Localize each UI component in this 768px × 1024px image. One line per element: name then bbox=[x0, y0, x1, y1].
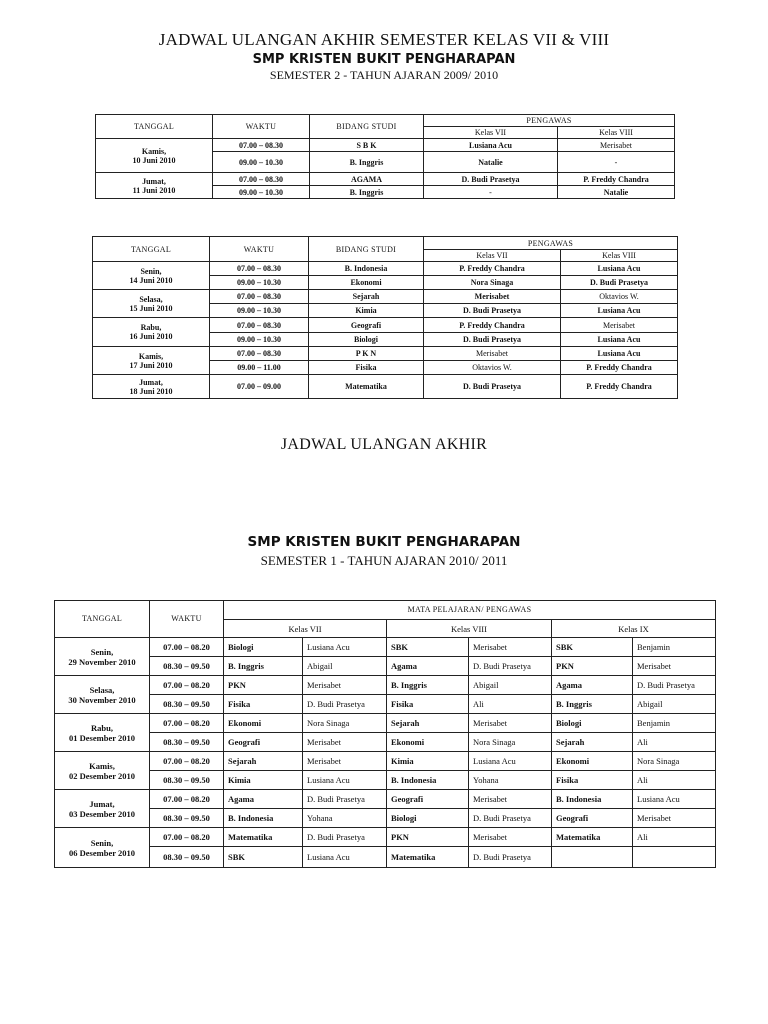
subject-cell: Sejarah bbox=[552, 733, 633, 752]
supervisor-cell: D. Budi Prasetya bbox=[424, 375, 561, 399]
supervisor-cell: Lusiana Acu bbox=[561, 333, 678, 347]
subject-cell: B. Indonesia bbox=[387, 771, 469, 790]
supervisor-cell: Lusiana Acu bbox=[561, 347, 678, 361]
supervisor-cell: - bbox=[558, 152, 675, 173]
supervisor-cell: Abigail bbox=[469, 676, 552, 695]
time-cell: 08.30 – 09.50 bbox=[150, 657, 224, 676]
subject-cell: Biologi bbox=[387, 809, 469, 828]
supervisor-cell: D. Budi Prasetya bbox=[469, 809, 552, 828]
supervisor-cell: Merisabet bbox=[424, 290, 561, 304]
subject-cell: Biologi bbox=[309, 333, 424, 347]
supervisor-cell: Natalie bbox=[558, 186, 675, 199]
supervisor-cell: Yohana bbox=[469, 771, 552, 790]
supervisor-cell: Oktavios W. bbox=[424, 361, 561, 375]
semester-label: SEMESTER 2 - TAHUN AJARAN 2009/ 2010 bbox=[269, 68, 499, 82]
time-cell: 07.00 – 08.20 bbox=[150, 638, 224, 657]
schedule-table-2 bbox=[92, 236, 678, 399]
subject-cell: Matematika bbox=[387, 847, 469, 868]
supervisor-cell: Nora Sinaga bbox=[633, 752, 716, 771]
supervisor-cell: P. Freddy Chandra bbox=[424, 262, 561, 276]
subject-cell: S B K bbox=[310, 139, 424, 152]
date-cell: Selasa, 15 Juni 2010 bbox=[93, 290, 210, 318]
subject-cell: B. Inggris bbox=[310, 152, 424, 173]
time-cell: 07.00 – 08.20 bbox=[150, 676, 224, 695]
header-bidang-studi: BIDANG STUDI bbox=[309, 237, 424, 262]
semester-label: SEMESTER 1 - TAHUN AJARAN 2010/ 2011 bbox=[260, 553, 508, 568]
date-cell: Senin, 06 Desember 2010 bbox=[55, 828, 150, 868]
subject-cell: Geografi bbox=[309, 318, 424, 333]
supervisor-cell: Lusiana Acu bbox=[469, 752, 552, 771]
table-row bbox=[55, 790, 716, 809]
time-cell: 09.00 – 11.00 bbox=[210, 361, 309, 375]
supervisor-cell: Lusiana Acu bbox=[561, 262, 678, 276]
supervisor-cell: Merisabet bbox=[303, 752, 387, 771]
subject-cell: Sejarah bbox=[387, 714, 469, 733]
supervisor-cell: P. Freddy Chandra bbox=[561, 375, 678, 399]
subject-cell: B. Indonesia bbox=[309, 262, 424, 276]
time-cell: 07.00 – 08.20 bbox=[150, 790, 224, 809]
supervisor-cell: Merisabet bbox=[303, 676, 387, 695]
header-waktu: WAKTU bbox=[213, 115, 310, 139]
supervisor-cell: D. Budi Prasetya bbox=[303, 695, 387, 714]
subject-cell: B. Indonesia bbox=[552, 790, 633, 809]
supervisor-cell: Merisabet bbox=[303, 733, 387, 752]
subject-cell: SBK bbox=[224, 847, 303, 868]
table-row bbox=[55, 638, 716, 657]
supervisor-cell: Ali bbox=[633, 733, 716, 752]
supervisor-cell: Nora Sinaga bbox=[303, 714, 387, 733]
supervisor-cell: Lusiana Acu bbox=[303, 638, 387, 657]
subject-cell: Ekonomi bbox=[387, 733, 469, 752]
subject-cell: Agama bbox=[224, 790, 303, 809]
supervisor-cell: Natalie bbox=[424, 152, 558, 173]
subject-cell: Matematika bbox=[552, 828, 633, 847]
supervisor-cell: Yohana bbox=[303, 809, 387, 828]
supervisor-cell: D. Budi Prasetya bbox=[424, 173, 558, 186]
subject-cell: Geografi bbox=[387, 790, 469, 809]
time-cell: 09.00 – 10.30 bbox=[210, 333, 309, 347]
supervisor-cell: D. Budi Prasetya bbox=[469, 847, 552, 868]
date-cell: Kamis, 10 Juni 2010 bbox=[96, 139, 213, 173]
time-cell: 09.00 – 10.30 bbox=[210, 304, 309, 318]
date-cell: Kamis, 17 Juni 2010 bbox=[93, 347, 210, 375]
table-row bbox=[55, 657, 716, 676]
subject-cell: Ekonomi bbox=[309, 276, 424, 290]
header-kelas-viii: Kelas VIII bbox=[558, 127, 675, 139]
supervisor-cell: P. Freddy Chandra bbox=[561, 361, 678, 375]
supervisor-cell: Merisabet bbox=[469, 638, 552, 657]
header-tanggal: TANGGAL bbox=[93, 237, 210, 262]
subject-cell: B. Inggris bbox=[310, 186, 424, 199]
subject-cell: B. Inggris bbox=[552, 695, 633, 714]
supervisor-cell: Merisabet bbox=[633, 809, 716, 828]
subject-cell: Biologi bbox=[224, 638, 303, 657]
subject-cell: Ekonomi bbox=[552, 752, 633, 771]
time-cell: 07.00 – 08.20 bbox=[150, 752, 224, 771]
subject-cell: Matematika bbox=[224, 828, 303, 847]
subject-cell: Kimia bbox=[224, 771, 303, 790]
table-row bbox=[93, 375, 678, 399]
school-name: SMP KRISTEN BUKIT PENGHARAPAN bbox=[247, 534, 521, 550]
subject-cell: Fisika bbox=[224, 695, 303, 714]
date-cell: Kamis, 02 Desember 2010 bbox=[55, 752, 150, 790]
table-row bbox=[55, 752, 716, 771]
time-cell: 07.00 – 08.30 bbox=[210, 347, 309, 361]
date-cell: Senin, 14 Juni 2010 bbox=[93, 262, 210, 290]
school-name: SMP KRISTEN BUKIT PENGHARAPAN bbox=[252, 52, 516, 67]
subject-cell: Fisika bbox=[387, 695, 469, 714]
header-kelas-viii: Kelas VIII bbox=[387, 620, 552, 638]
time-cell: 07.00 – 08.30 bbox=[210, 290, 309, 304]
table-row bbox=[55, 771, 716, 790]
subject-cell: Fisika bbox=[552, 771, 633, 790]
time-cell: 09.00 – 10.30 bbox=[213, 152, 310, 173]
date-cell: Jumat, 18 Juni 2010 bbox=[93, 375, 210, 399]
supervisor-cell bbox=[633, 847, 716, 868]
header-kelas-vii: Kelas VII bbox=[424, 250, 561, 262]
supervisor-cell: Merisabet bbox=[561, 318, 678, 333]
supervisor-cell: - bbox=[424, 186, 558, 199]
header-kelas-viii: Kelas VIII bbox=[561, 250, 678, 262]
supervisor-cell: Lusiana Acu bbox=[303, 771, 387, 790]
time-cell: 08.30 – 09.50 bbox=[150, 809, 224, 828]
subject-cell: B. Indonesia bbox=[224, 809, 303, 828]
supervisor-cell: Oktavios W. bbox=[561, 290, 678, 304]
table-row bbox=[55, 695, 716, 714]
subject-cell: SBK bbox=[387, 638, 469, 657]
supervisor-cell: Merisabet bbox=[469, 790, 552, 809]
time-cell: 07.00 – 08.30 bbox=[210, 262, 309, 276]
supervisor-cell: Merisabet bbox=[424, 347, 561, 361]
subject-cell: Kimia bbox=[309, 304, 424, 318]
supervisor-cell: Nora Sinaga bbox=[424, 276, 561, 290]
supervisor-cell: D. Budi Prasetya bbox=[424, 304, 561, 318]
header-kelas-ix: Kelas IX bbox=[552, 620, 716, 638]
table-row bbox=[93, 347, 678, 361]
subject-cell: B. Inggris bbox=[224, 657, 303, 676]
subject-cell: Geografi bbox=[552, 809, 633, 828]
header-pengawas: PENGAWAS bbox=[424, 237, 678, 250]
header-bidang-studi: BIDANG STUDI bbox=[310, 115, 424, 139]
supervisor-cell: Lusiana Acu bbox=[424, 139, 558, 152]
subject-cell: Sejarah bbox=[224, 752, 303, 771]
subject-cell: B. Inggris bbox=[387, 676, 469, 695]
time-cell: 07.00 – 08.30 bbox=[213, 139, 310, 152]
supervisor-cell: Abigail bbox=[633, 695, 716, 714]
table-row bbox=[93, 262, 678, 276]
page-title: JADWAL ULANGAN AKHIR SEMESTER KELAS VII & VIII bbox=[158, 30, 610, 49]
schedule-table-1 bbox=[95, 114, 675, 199]
supervisor-cell: Lusiana Acu bbox=[633, 790, 716, 809]
section-title: JADWAL ULANGAN AKHIR bbox=[280, 436, 488, 453]
subject-cell: PKN bbox=[224, 676, 303, 695]
time-cell: 08.30 – 09.50 bbox=[150, 733, 224, 752]
supervisor-cell: Nora Sinaga bbox=[469, 733, 552, 752]
header-waktu: WAKTU bbox=[210, 237, 309, 262]
date-cell: Jumat, 11 Juni 2010 bbox=[96, 173, 213, 199]
subject-cell: Biologi bbox=[552, 714, 633, 733]
date-cell: Selasa, 30 November 2010 bbox=[55, 676, 150, 714]
supervisor-cell: P. Freddy Chandra bbox=[424, 318, 561, 333]
time-cell: 07.00 – 08.20 bbox=[150, 714, 224, 733]
supervisor-cell: Ali bbox=[469, 695, 552, 714]
supervisor-cell: D. Budi Prasetya bbox=[469, 657, 552, 676]
subject-cell: P K N bbox=[309, 347, 424, 361]
subject-cell: AGAMA bbox=[310, 173, 424, 186]
date-cell: Jumat, 03 Desember 2010 bbox=[55, 790, 150, 828]
date-cell: Senin, 29 November 2010 bbox=[55, 638, 150, 676]
supervisor-cell: Ali bbox=[633, 828, 716, 847]
table-row bbox=[93, 318, 678, 333]
table-row bbox=[55, 828, 716, 847]
subject-cell: PKN bbox=[552, 657, 633, 676]
time-cell: 07.00 – 08.30 bbox=[213, 173, 310, 186]
header-tanggal: TANGGAL bbox=[55, 601, 150, 638]
supervisor-cell: D. Budi Prasetya bbox=[633, 676, 716, 695]
header-kelas-vii: Kelas VII bbox=[224, 620, 387, 638]
subject-cell: Sejarah bbox=[309, 290, 424, 304]
table-row bbox=[55, 733, 716, 752]
supervisor-cell: Benjamin bbox=[633, 638, 716, 657]
supervisor-cell: P. Freddy Chandra bbox=[558, 173, 675, 186]
header-mata-pelajaran: MATA PELAJARAN/ PENGAWAS bbox=[224, 601, 716, 620]
table-row bbox=[55, 676, 716, 695]
header-kelas-vii: Kelas VII bbox=[424, 127, 558, 139]
table-row bbox=[55, 809, 716, 828]
table-row bbox=[55, 714, 716, 733]
time-cell: 08.30 – 09.50 bbox=[150, 771, 224, 790]
date-cell: Rabu, 16 Juni 2010 bbox=[93, 318, 210, 347]
supervisor-cell: Abigail bbox=[303, 657, 387, 676]
header-waktu: WAKTU bbox=[150, 601, 224, 638]
subject-cell: SBK bbox=[552, 638, 633, 657]
header-tanggal: TANGGAL bbox=[96, 115, 213, 139]
supervisor-cell: Merisabet bbox=[469, 828, 552, 847]
table-row bbox=[55, 847, 716, 868]
time-cell: 09.00 – 10.30 bbox=[213, 186, 310, 199]
table-row bbox=[96, 139, 675, 152]
supervisor-cell: D. Budi Prasetya bbox=[303, 790, 387, 809]
subject-cell: PKN bbox=[387, 828, 469, 847]
date-cell: Rabu, 01 Desember 2010 bbox=[55, 714, 150, 752]
supervisor-cell: Lusiana Acu bbox=[561, 304, 678, 318]
time-cell: 07.00 – 08.20 bbox=[150, 828, 224, 847]
subject-cell: Fisika bbox=[309, 361, 424, 375]
time-cell: 09.00 – 10.30 bbox=[210, 276, 309, 290]
supervisor-cell: Merisabet bbox=[633, 657, 716, 676]
supervisor-cell: Benjamin bbox=[633, 714, 716, 733]
supervisor-cell: D. Budi Prasetya bbox=[561, 276, 678, 290]
supervisor-cell: Merisabet bbox=[558, 139, 675, 152]
supervisor-cell: Merisabet bbox=[469, 714, 552, 733]
subject-cell bbox=[552, 847, 633, 868]
subject-cell: Agama bbox=[387, 657, 469, 676]
schedule-table-3 bbox=[54, 600, 716, 868]
time-cell: 07.00 – 09.00 bbox=[210, 375, 309, 399]
table-row bbox=[93, 290, 678, 304]
header-pengawas: PENGAWAS bbox=[424, 115, 675, 127]
subject-cell: Geografi bbox=[224, 733, 303, 752]
subject-cell: Matematika bbox=[309, 375, 424, 399]
supervisor-cell: D. Budi Prasetya bbox=[303, 828, 387, 847]
time-cell: 08.30 – 09.50 bbox=[150, 695, 224, 714]
supervisor-cell: Lusiana Acu bbox=[303, 847, 387, 868]
supervisor-cell: D. Budi Prasetya bbox=[424, 333, 561, 347]
subject-cell: Agama bbox=[552, 676, 633, 695]
supervisor-cell: Ali bbox=[633, 771, 716, 790]
table-row bbox=[96, 173, 675, 186]
subject-cell: Ekonomi bbox=[224, 714, 303, 733]
time-cell: 08.30 – 09.50 bbox=[150, 847, 224, 868]
subject-cell: Kimia bbox=[387, 752, 469, 771]
time-cell: 07.00 – 08.30 bbox=[210, 318, 309, 333]
